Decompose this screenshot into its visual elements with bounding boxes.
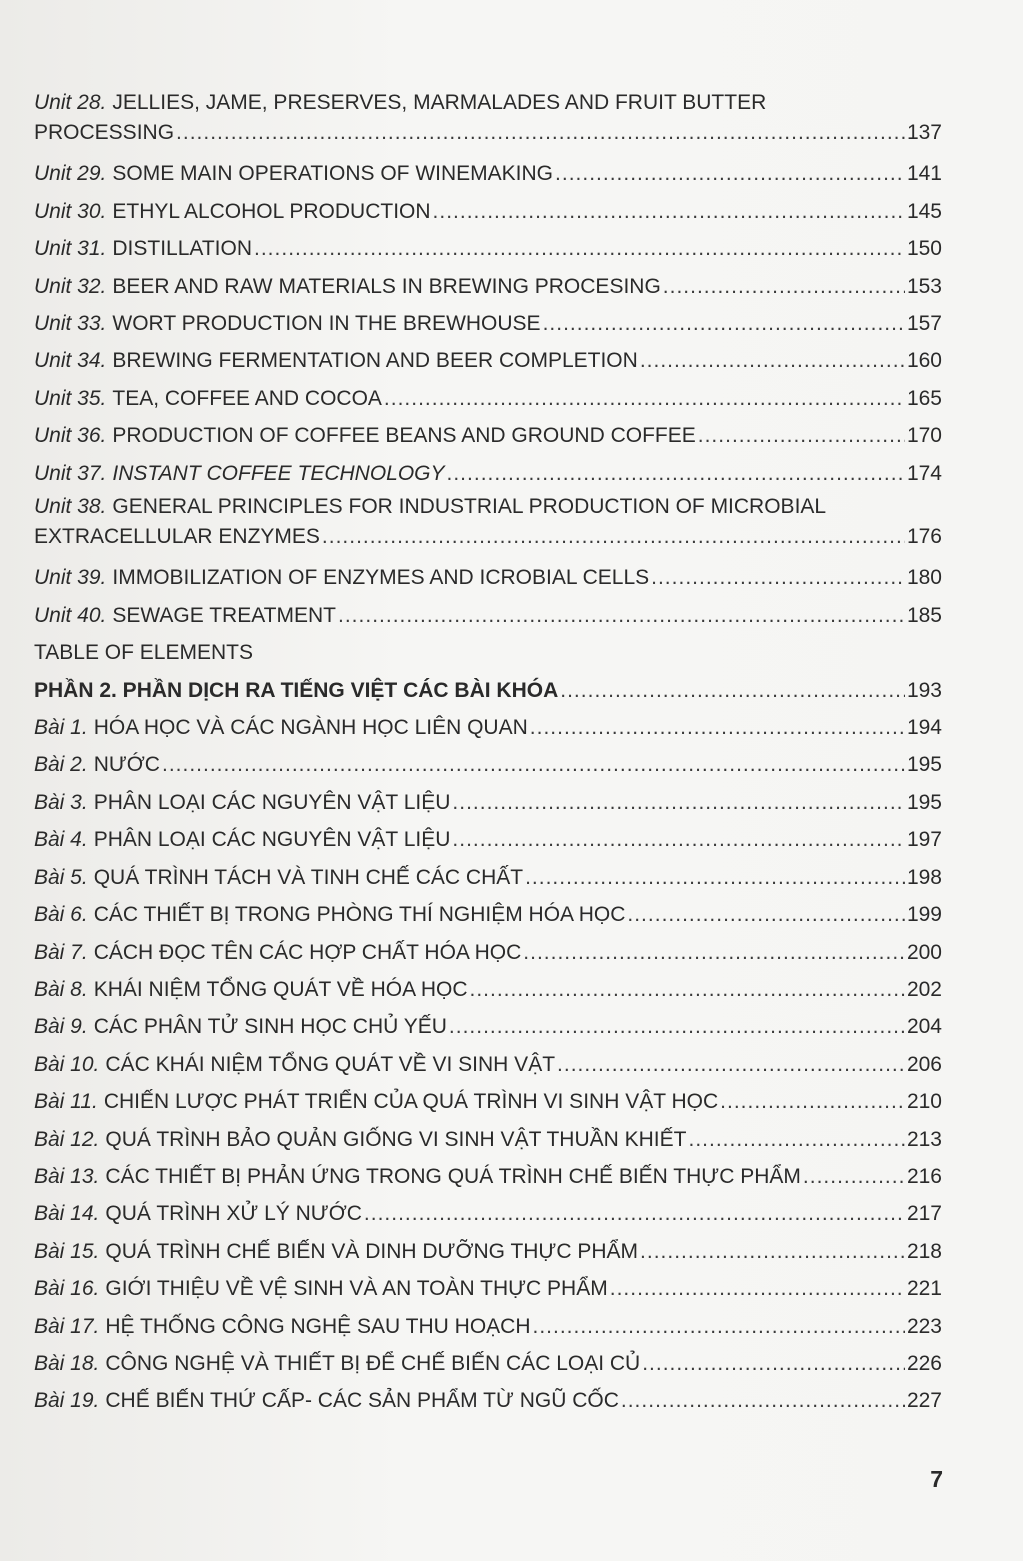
entry-title: QUÁ TRÌNH CHẾ BIẾN VÀ DINH DƯỠNG THỰC PHẨM bbox=[105, 1239, 639, 1263]
entry-number: Bài 12. bbox=[34, 1127, 100, 1151]
entry-title-continued: PROCESSING bbox=[34, 121, 175, 144]
entry-title: SEWAGE TREATMENT bbox=[112, 603, 337, 627]
toc-entry bbox=[34, 155, 942, 192]
entry-number: Unit 33. bbox=[34, 312, 107, 336]
entry-label bbox=[34, 1382, 619, 1419]
entry-number: Unit 32. bbox=[34, 274, 107, 298]
entry-number: Unit 34. bbox=[34, 349, 107, 373]
entry-number: Bài 10. bbox=[34, 1052, 100, 1076]
entry-page-number: 176 bbox=[906, 525, 942, 549]
dot-leader bbox=[364, 1195, 905, 1232]
entry-label bbox=[34, 193, 431, 230]
entry-number: Bài 1. bbox=[34, 716, 88, 740]
dot-leader bbox=[803, 1158, 905, 1195]
entry-number: Bài 19. bbox=[34, 1389, 100, 1413]
entry-title: BREWING FERMENTATION AND BEER COMPLETION bbox=[112, 349, 638, 373]
entry-page-number: 218 bbox=[906, 1239, 942, 1263]
toc-entry bbox=[34, 784, 942, 821]
toc-entry bbox=[34, 859, 942, 896]
entry-page-number: 195 bbox=[906, 790, 942, 814]
entry-number: Bài 7. bbox=[34, 940, 88, 964]
dot-leader bbox=[433, 193, 905, 230]
entry-page-number: 137 bbox=[906, 121, 942, 144]
entry-title: CÁC KHÁI NIỆM TỔNG QUÁT VỀ VI SINH VẬT bbox=[105, 1052, 556, 1076]
entry-label bbox=[34, 1008, 447, 1045]
dot-leader bbox=[162, 746, 905, 783]
dot-leader bbox=[338, 597, 905, 634]
entry-title: QUÁ TRÌNH XỬ LÝ NƯỚC bbox=[105, 1202, 362, 1226]
entry-title: TEA, COFFEE AND COCOA bbox=[112, 386, 382, 410]
dot-leader bbox=[447, 455, 905, 492]
entry-label bbox=[34, 597, 336, 634]
entry-label bbox=[34, 634, 253, 671]
toc-entry bbox=[34, 230, 942, 267]
entry-title: CÁC THIẾT BỊ PHẢN ỨNG TRONG QUÁ TRÌNH CHẾ BIẾN THỰC PHẨM bbox=[105, 1164, 801, 1188]
entry-number: Bài 14. bbox=[34, 1202, 100, 1226]
toc-entry bbox=[34, 342, 942, 379]
entry-page-number: 200 bbox=[906, 940, 942, 964]
dot-leader bbox=[525, 859, 905, 896]
entry-title-continued: EXTRACELLULAR ENZYMES bbox=[34, 525, 320, 549]
entry-label bbox=[34, 417, 696, 454]
entry-number: Unit 37. bbox=[34, 461, 107, 485]
entry-label bbox=[34, 784, 450, 821]
dot-leader bbox=[555, 155, 905, 192]
dot-leader bbox=[533, 1308, 905, 1345]
entry-label bbox=[34, 1083, 718, 1120]
table-of-contents bbox=[34, 88, 942, 1420]
entry-page-number: 185 bbox=[906, 603, 942, 627]
dot-leader bbox=[322, 522, 905, 552]
entry-title: TABLE OF ELEMENTS bbox=[34, 641, 253, 665]
toc-entry bbox=[34, 193, 942, 230]
toc-entry bbox=[34, 305, 942, 342]
toc-entry bbox=[34, 597, 942, 634]
entry-page-number: 197 bbox=[906, 828, 942, 852]
entry-label bbox=[34, 380, 382, 417]
entry-page-number: 180 bbox=[906, 566, 942, 590]
toc-entry bbox=[34, 492, 942, 552]
entry-number: Bài 16. bbox=[34, 1277, 100, 1301]
toc-entry bbox=[34, 709, 942, 746]
entry-page-number: 150 bbox=[906, 237, 942, 261]
entry-page-number: 170 bbox=[906, 424, 942, 448]
dot-leader bbox=[621, 1382, 905, 1419]
entry-page-number: 206 bbox=[906, 1052, 942, 1076]
toc-entry bbox=[34, 1008, 942, 1045]
entry-label bbox=[34, 1270, 608, 1307]
entry-page-number: 193 bbox=[906, 678, 942, 702]
entry-number: Unit 36. bbox=[34, 424, 107, 448]
entry-page-number: 223 bbox=[906, 1314, 942, 1338]
entry-label bbox=[34, 1233, 638, 1270]
toc-entry bbox=[34, 1083, 942, 1120]
entry-page-number: 198 bbox=[906, 865, 942, 889]
entry-label bbox=[34, 1195, 362, 1232]
entry-title: IMMOBILIZATION OF ENZYMES AND ICROBIAL CELLS bbox=[112, 566, 650, 590]
toc-entry bbox=[34, 1195, 942, 1232]
entry-title: PHÂN LOẠI CÁC NGUYÊN VẬT LIỆU bbox=[93, 828, 451, 852]
entry-title: JELLIES, JAME, PRESERVES, MARMALADES AND FRUIT BUTTER bbox=[112, 91, 767, 114]
entry-label bbox=[34, 342, 638, 379]
entry-title: PHÂN LOẠI CÁC NGUYÊN VẬT LIỆU bbox=[93, 790, 451, 814]
entry-title: BEER AND RAW MATERIALS IN BREWING PROCESING bbox=[112, 274, 661, 298]
entry-page-number: 202 bbox=[906, 977, 942, 1001]
entry-number: Bài 2. bbox=[34, 753, 88, 777]
toc-entry bbox=[34, 1121, 942, 1158]
toc-entry bbox=[34, 821, 942, 858]
entry-number: Bài 15. bbox=[34, 1239, 100, 1263]
toc-entry bbox=[34, 634, 942, 671]
dot-leader bbox=[523, 934, 905, 971]
dot-leader bbox=[449, 1008, 905, 1045]
dot-leader bbox=[640, 1233, 905, 1270]
entry-page-number: 145 bbox=[906, 199, 942, 223]
dot-leader bbox=[642, 1345, 905, 1382]
dot-leader bbox=[384, 380, 905, 417]
entry-title-line bbox=[34, 88, 942, 118]
toc-entry bbox=[34, 1046, 942, 1083]
entry-label bbox=[34, 746, 160, 783]
toc-entry bbox=[34, 934, 942, 971]
dot-leader bbox=[557, 1046, 905, 1083]
toc-entry bbox=[34, 455, 942, 492]
dot-leader bbox=[543, 305, 905, 342]
entry-page-number: 227 bbox=[906, 1389, 942, 1413]
entry-label bbox=[34, 971, 468, 1008]
entry-label bbox=[34, 1345, 640, 1382]
entry-label bbox=[34, 1121, 686, 1158]
entry-label bbox=[34, 1308, 531, 1345]
dot-leader bbox=[720, 1083, 905, 1120]
entry-number: Bài 4. bbox=[34, 828, 88, 852]
entry-title: NƯỚC bbox=[93, 753, 160, 777]
dot-leader bbox=[698, 417, 905, 454]
toc-entry bbox=[34, 1345, 942, 1382]
entry-title: CÁCH ĐỌC TÊN CÁC HỢP CHẤT HÓA HỌC bbox=[93, 940, 522, 964]
dot-leader bbox=[560, 672, 905, 709]
entry-number: Unit 31. bbox=[34, 237, 107, 261]
dot-leader bbox=[452, 821, 905, 858]
entry-number: Bài 9. bbox=[34, 1015, 88, 1039]
entry-title: INSTANT COFFEE TECHNOLOGY bbox=[112, 461, 445, 485]
entry-title: ETHYL ALCOHOL PRODUCTION bbox=[112, 199, 431, 223]
entry-number: Bài 11. bbox=[34, 1090, 98, 1114]
dot-leader bbox=[663, 268, 905, 305]
entry-title: PRODUCTION OF COFFEE BEANS AND GROUND COFFEE bbox=[112, 424, 696, 448]
entry-number: Unit 35. bbox=[34, 386, 107, 410]
page-number: 7 bbox=[930, 1466, 943, 1492]
entry-number: Unit 30. bbox=[34, 199, 107, 223]
dot-leader bbox=[688, 1121, 904, 1158]
entry-page-number: 204 bbox=[906, 1015, 942, 1039]
toc-entry bbox=[34, 1158, 942, 1195]
entry-label bbox=[34, 305, 541, 342]
entry-title: GENERAL PRINCIPLES FOR INDUSTRIAL PRODUCTION OF MICROBIAL bbox=[112, 495, 827, 519]
entry-label bbox=[34, 1046, 555, 1083]
dot-leader bbox=[627, 896, 905, 933]
entry-title: PHẦN 2. PHẦN DỊCH RA TIẾNG VIỆT CÁC BÀI KHÓA bbox=[34, 678, 559, 702]
dot-leader bbox=[651, 559, 905, 596]
entry-page-number: 213 bbox=[906, 1127, 942, 1151]
entry-page-number: 141 bbox=[906, 162, 942, 186]
toc-entry bbox=[34, 1233, 942, 1270]
entry-page-number: 216 bbox=[906, 1164, 942, 1188]
entry-label bbox=[34, 859, 523, 896]
entry-label bbox=[34, 455, 445, 492]
entry-title: HỆ THỐNG CÔNG NGHỆ SAU THU HOẠCH bbox=[105, 1314, 531, 1338]
entry-title: CHẾ BIẾN THỨ CẤP- CÁC SẢN PHẨM TỪ NGŨ CỐC bbox=[105, 1389, 619, 1413]
dot-leader bbox=[530, 709, 905, 746]
entry-label bbox=[34, 155, 553, 192]
entry-title: CHIẾN LƯỢC PHÁT TRIỂN CỦA QUÁ TRÌNH VI SINH VẬT HỌC bbox=[103, 1090, 719, 1114]
entry-page-number: 199 bbox=[906, 903, 942, 927]
entry-number: Unit 38. bbox=[34, 495, 107, 519]
entry-page-number: 160 bbox=[906, 349, 942, 373]
dot-leader bbox=[176, 118, 905, 148]
entry-label bbox=[34, 268, 661, 305]
toc-entry bbox=[34, 896, 942, 933]
entry-label bbox=[34, 1158, 801, 1195]
entry-number: Unit 40. bbox=[34, 603, 107, 627]
entry-number: Bài 17. bbox=[34, 1314, 100, 1338]
entry-number: Bài 6. bbox=[34, 903, 88, 927]
toc-entry bbox=[34, 268, 942, 305]
entry-number: Unit 28. bbox=[34, 91, 107, 114]
entry-title: KHÁI NIỆM TỔNG QUÁT VỀ HÓA HỌC bbox=[93, 977, 468, 1001]
toc-entry bbox=[34, 746, 942, 783]
entry-label bbox=[34, 709, 528, 746]
toc-entry bbox=[34, 559, 942, 596]
entry-title: WORT PRODUCTION IN THE BREWHOUSE bbox=[112, 312, 541, 336]
entry-title: QUÁ TRÌNH BẢO QUẢN GIỐNG VI SINH VẬT THUẦN KHIẾT bbox=[105, 1127, 687, 1151]
entry-title-line bbox=[34, 492, 942, 522]
entry-page-number: 217 bbox=[906, 1202, 942, 1226]
entry-number: Bài 3. bbox=[34, 790, 88, 814]
entry-page-number: 210 bbox=[906, 1090, 942, 1114]
entry-page-number: 194 bbox=[906, 716, 942, 740]
entry-title: QUÁ TRÌNH TÁCH VÀ TINH CHẾ CÁC CHẤT bbox=[93, 865, 524, 889]
entry-title: GIỚI THIỆU VỀ VỆ SINH VÀ AN TOÀN THỰC PHẨM bbox=[105, 1277, 608, 1301]
entry-title: HÓA HỌC VÀ CÁC NGÀNH HỌC LIÊN QUAN bbox=[93, 716, 528, 740]
entry-label bbox=[34, 896, 625, 933]
entry-title: CÔNG NGHỆ VÀ THIẾT BỊ ĐỂ CHẾ BIẾN CÁC LOẠI CỦ bbox=[105, 1351, 641, 1375]
entry-page-number: 165 bbox=[906, 386, 942, 410]
entry-number: Unit 39. bbox=[34, 566, 107, 590]
entry-number: Bài 18. bbox=[34, 1351, 100, 1375]
toc-entry bbox=[34, 1308, 942, 1345]
entry-page-number: 153 bbox=[906, 274, 942, 298]
toc-entry bbox=[34, 971, 942, 1008]
entry-page-number: 221 bbox=[906, 1277, 942, 1301]
entry-page-number: 195 bbox=[906, 753, 942, 777]
entry-label bbox=[34, 230, 252, 267]
dot-leader bbox=[610, 1270, 905, 1307]
entry-number: Bài 13. bbox=[34, 1164, 100, 1188]
toc-entry bbox=[34, 1382, 942, 1419]
toc-entry bbox=[34, 88, 942, 148]
entry-page-number: 226 bbox=[906, 1351, 942, 1375]
entry-number: Unit 29. bbox=[34, 162, 107, 186]
toc-entry bbox=[34, 672, 942, 709]
entry-page-number: 174 bbox=[906, 461, 942, 485]
dot-leader bbox=[640, 342, 905, 379]
entry-label bbox=[34, 559, 649, 596]
dot-leader bbox=[254, 230, 905, 267]
dot-leader bbox=[470, 971, 905, 1008]
entry-title: CÁC PHÂN TỬ SINH HỌC CHỦ YẾU bbox=[93, 1015, 447, 1039]
entry-page-number: 157 bbox=[906, 312, 942, 336]
toc-entry bbox=[34, 417, 942, 454]
entry-label bbox=[34, 934, 521, 971]
entry-label bbox=[34, 672, 558, 709]
toc-entry bbox=[34, 1270, 942, 1307]
entry-title: DISTILLATION bbox=[112, 237, 253, 261]
entry-label bbox=[34, 821, 450, 858]
entry-title: SOME MAIN OPERATIONS OF WINEMAKING bbox=[112, 162, 554, 186]
entry-number: Bài 8. bbox=[34, 977, 88, 1001]
toc-entry bbox=[34, 380, 942, 417]
entry-number: Bài 5. bbox=[34, 865, 88, 889]
entry-title: CÁC THIẾT BỊ TRONG PHÒNG THÍ NGHIỆM HÓA HỌC bbox=[93, 903, 626, 927]
dot-leader bbox=[452, 784, 905, 821]
